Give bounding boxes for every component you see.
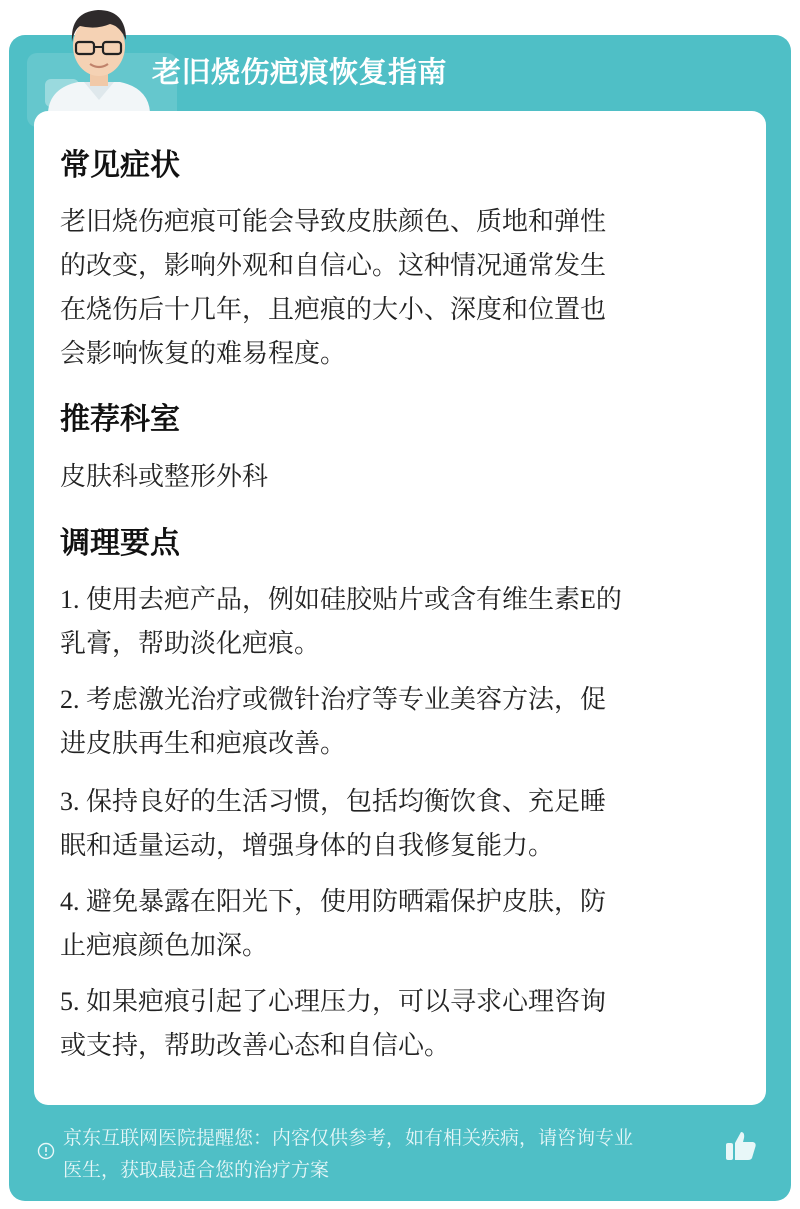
list-item-line: 乳膏，帮助淡化疤痕。	[60, 629, 321, 658]
symptoms-text	[60, 200, 750, 376]
list-item-line: 止疤痕颜色加深。	[60, 931, 269, 960]
info-icon	[37, 1142, 55, 1160]
footer-disclaimer	[63, 1122, 728, 1186]
thumbs-up-icon[interactable]	[723, 1128, 759, 1164]
list-item-line: 4. 避免暴露在阳光下，使用防晒霜保护皮肤，防	[60, 887, 607, 916]
list-item-line: 5. 如果疤痕引起了心理压力，可以寻求心理咨询	[60, 987, 607, 1016]
symptoms-line: 的改变，影响外观和自信心。这种情况通常发生	[60, 251, 607, 280]
list-item-line: 3. 保持良好的生活习惯，包括均衡饮食、充足睡	[60, 787, 607, 816]
department-text	[60, 455, 750, 499]
list-item	[60, 780, 750, 868]
list-item-line: 进皮肤再生和疤痕改善。	[60, 729, 347, 758]
footer-line: 京东互联网医院提醒您：内容仅供参考，如有相关疾病，请咨询专业	[63, 1127, 634, 1149]
list-item	[60, 880, 750, 968]
list-item	[60, 578, 750, 666]
doctor-avatar-icon	[40, 0, 158, 112]
symptoms-line: 老旧烧伤疤痕可能会导致皮肤颜色、质地和弹性	[60, 207, 607, 236]
list-item-line: 2. 考虑激光治疗或微针治疗等专业美容方法，促	[60, 685, 607, 714]
list-item	[60, 678, 750, 766]
list-item	[60, 980, 750, 1068]
symptoms-line: 会影响恢复的难易程度。	[60, 339, 347, 368]
department-line: 皮肤科或整形外科	[60, 462, 269, 491]
page-title: 老旧烧伤疤痕恢复指南	[152, 55, 448, 89]
list-item-line: 1. 使用去疤产品，例如硅胶贴片或含有维生素E的	[60, 585, 622, 614]
footer-line: 医生，获取最适合您的治疗方案	[63, 1159, 330, 1181]
section-heading-symptoms: 常见症状	[60, 148, 180, 183]
symptoms-line: 在烧伤后十几年，且疤痕的大小、深度和位置也	[60, 295, 607, 324]
list-item-line: 或支持，帮助改善心态和自信心。	[60, 1031, 451, 1060]
list-item-line: 眠和适量运动，增强身体的自我修复能力。	[60, 831, 555, 860]
section-heading-department: 推荐科室	[60, 402, 180, 437]
section-heading-care-points: 调理要点	[60, 526, 180, 561]
